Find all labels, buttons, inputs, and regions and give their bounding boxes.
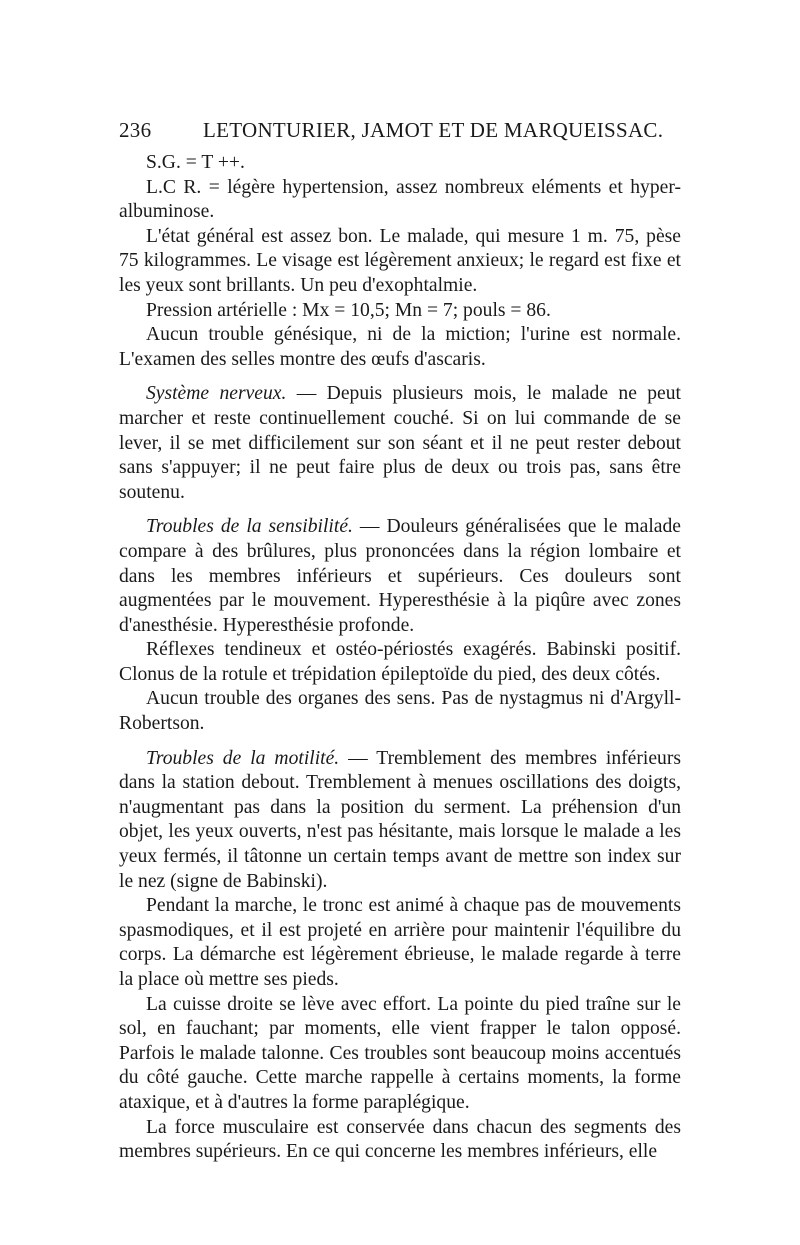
paragraph-text: S.G. = T ++. bbox=[146, 152, 245, 173]
paragraph-text: — Douleurs généralisées que le malade compare à des brûlures, plus prononcées dans la région lombaire et dans les membres inférieurs et supérieurs. Ces douleurs sont augmentées par le mouvement. Hyperesthésie à la piqûre avec zones d'anesthésie. Hyperesthésie profonde. bbox=[119, 516, 681, 636]
section-heading: Système nerveux. bbox=[146, 383, 287, 405]
paragraph-text: — Tremblement des membres inférieurs dans la station debout. Tremblement à menues oscillations des doigts, n'augmentant pas dans la position du serment. La préhension d'un objet, les yeux ouverts, n'est pas hésitante, mais lorsque le malade a les yeux fermés, il tâtonne un certain temps avant de mettre son index sur le nez (signe de Babinski). bbox=[119, 747, 681, 892]
paragraph-text: La cuisse droite se lève avec effort. La pointe du pied traîne sur le sol, en fauchant; par moments, elle vient frapper le talon opposé. Parfois le malade talonne. Ces troubles sont beaucoup moins accentués du côté gauche. Cette marche rappelle à certains moments, la forme ataxique, et à d'autres la forme paraplégique. bbox=[119, 993, 681, 1113]
paragraph-text: Aucun trouble des organes des sens. Pas de nystagmus ni d'Argyll-Robertson. bbox=[119, 688, 681, 735]
section-paragraph-systeme-nerveux bbox=[119, 382, 681, 505]
section-heading: Troubles de la motilité. bbox=[146, 747, 340, 769]
paragraph-text: Pendant la marche, le tronc est animé à chaque pas de mouvements spasmodiques, et il est projeté en arrière pour maintenir l'équilibre du corps. La démarche est légèrement ébrieuse, le malade regarde à terre la place où mettre ses pieds. bbox=[119, 895, 681, 990]
running-title: LETONTURIER, JAMOT ET DE MARQUEISSAC. bbox=[203, 118, 664, 142]
paragraph-text: La force musculaire est conservée dans chacun des segments des membres supérieurs. En ce qui concerne les membres inférieurs, elle bbox=[119, 1116, 681, 1163]
section-paragraph-sensibilite bbox=[119, 515, 681, 638]
section-heading: Troubles de la sensibilité. bbox=[146, 516, 353, 538]
paragraph bbox=[119, 323, 681, 372]
page-number: 236 bbox=[119, 118, 152, 142]
paragraph bbox=[119, 638, 681, 687]
paragraph bbox=[119, 894, 681, 992]
paragraph bbox=[119, 225, 681, 299]
paragraph bbox=[119, 151, 681, 176]
paragraph-text: L.C R. = légère hypertension, assez nombreux eléments et hyper-albuminose. bbox=[119, 176, 681, 223]
running-header bbox=[119, 118, 681, 143]
paragraph-text: Réflexes tendineux et ostéo-périostés exagérés. Babinski positif. Clonus de la rotule et trépidation épileptoïde du pied, des deux côtés. bbox=[119, 639, 681, 685]
paragraph-text: — Depuis plusieurs mois, le malade ne peut marcher et reste continuellement couché. Si on lui commande de se lever, il se met difficilement sur son séant et il ne peut rester debout sans s'appuyer; il ne peut faire plus de deux ou trois pas, sans être soutenu. bbox=[119, 383, 681, 503]
paragraph bbox=[119, 1116, 681, 1165]
paragraph-text: Aucun trouble génésique, ni de la miction; l'urine est normale. L'examen des selles montre des œufs d'ascaris. bbox=[119, 324, 681, 370]
paragraph bbox=[119, 687, 681, 736]
paragraph bbox=[119, 993, 681, 1116]
section-paragraph-motilite bbox=[119, 747, 681, 895]
paragraph bbox=[119, 299, 681, 324]
paragraph bbox=[119, 176, 681, 225]
paragraph-text: L'état général est assez bon. Le malade, qui mesure 1 m. 75, pèse 75 kilogrammes. Le visage est légèrement anxieux; le regard est fixe et les yeux sont brillants. Un peu d'exophtalmie. bbox=[119, 225, 681, 296]
body-text bbox=[119, 151, 681, 1165]
paragraph-text: Pression artérielle : Mx = 10,5; Mn = 7; pouls = 86. bbox=[146, 299, 551, 321]
